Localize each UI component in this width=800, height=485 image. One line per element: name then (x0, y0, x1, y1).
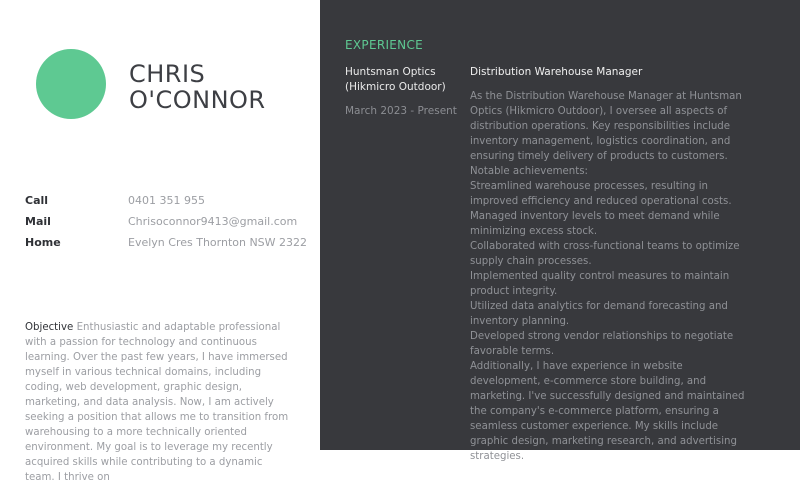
job-description-item: Developed strong vendor relationships to negotiate favorable terms. (470, 331, 734, 357)
contact-label-mail: Mail (25, 215, 51, 228)
avatar-circle (36, 49, 106, 119)
job-description (470, 89, 745, 464)
contact-label-home: Home (25, 236, 61, 249)
name-line-first: CHRIS (129, 60, 206, 88)
experience-heading: EXPERIENCE (345, 38, 424, 52)
right-column (320, 0, 800, 462)
left-column (0, 0, 320, 483)
job-description-item: Streamlined warehouse processes, resulting in improved efficiency and reduced operational costs. (470, 181, 732, 207)
job-description-intro: As the Distribution Warehouse Manager at Huntsman Optics (Hikmicro Outdoor), I oversee all aspects of distribution operations. Key responsibilities include inventory management, logistics coordination, and ensuring timely delivery of products to customers. Notable achievements: (470, 91, 742, 177)
job-description-additional: Additionally, I have experience in website development, e-commerce store building, and marketing. I've successfully designed and maintained the company's e-commerce platform, ensuring a seamless customer experience. My skills include graphic design, marketing research, and advertising strategies. (470, 361, 745, 462)
job-description-item: Implemented quality control measures to maintain product integrity. (470, 271, 730, 297)
contact-label-call: Call (25, 194, 49, 207)
objective-label: Objective (25, 322, 74, 333)
objective-text: Enthusiastic and adaptable professional with a passion for technology and continuous learning. Over the past few years, I have immersed myself in various technical domains, including coding, web development, graphic design, marketing, and data analysis. Now, I am actively seeking a position that allows me to transition from warehousing to a more technically oriented environment. My goal is to leverage my recently acquired skills while contributing to a dynamic team. I thrive on (25, 322, 289, 483)
candidate-name (129, 61, 266, 113)
name-line-last: O'CONNOR (129, 86, 266, 114)
employment-dates: March 2023 - Present (345, 105, 457, 117)
contact-value-address: Evelyn Cres Thornton NSW 2322 (128, 236, 308, 249)
job-title: Distribution Warehouse Manager (470, 66, 643, 78)
contact-value-email: Chrisoconnor9413@gmail.com (128, 215, 298, 228)
job-description-item: Collaborated with cross-functional teams to optimize supply chain processes. (470, 241, 740, 267)
contact-value-phone: 0401 351 955 (128, 194, 205, 207)
job-description-item: Managed inventory levels to meet demand while minimizing excess stock. (470, 211, 720, 237)
objective-paragraph (25, 320, 295, 485)
company-name: Huntsman Optics (Hikmicro Outdoor) (345, 66, 446, 93)
job-description-item: Utilized data analytics for demand forecasting and inventory planning. (470, 301, 728, 327)
